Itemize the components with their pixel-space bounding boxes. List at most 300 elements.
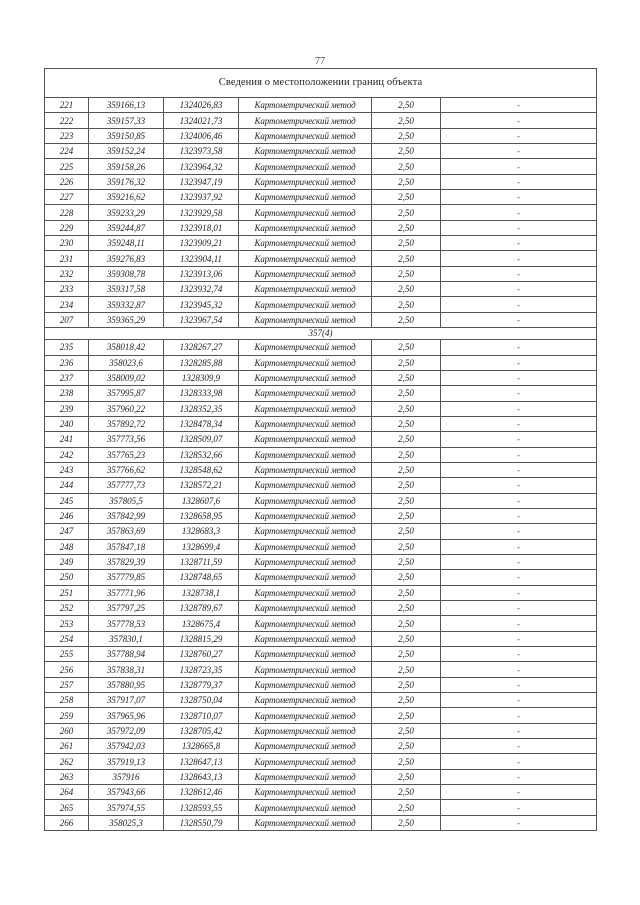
table-row xyxy=(45,539,597,554)
note-cell: - xyxy=(441,815,597,830)
table-row xyxy=(45,297,597,312)
x-coordinate-cell: 357797,25 xyxy=(89,601,164,616)
note-cell: - xyxy=(441,266,597,281)
accuracy-cell: 2,50 xyxy=(372,386,441,401)
note-cell: - xyxy=(441,785,597,800)
method-cell: Картометрический метод xyxy=(239,539,372,554)
table-row xyxy=(45,662,597,677)
y-coordinate-cell: 1328550,79 xyxy=(164,815,239,830)
point-number-cell: 240 xyxy=(45,416,89,431)
point-number-cell: 261 xyxy=(45,739,89,754)
y-coordinate-cell: 1328748,65 xyxy=(164,570,239,585)
point-number-cell: 251 xyxy=(45,585,89,600)
method-cell: Картометрический метод xyxy=(239,386,372,401)
accuracy-cell: 2,50 xyxy=(372,340,441,355)
y-coordinate-cell: 1328711,59 xyxy=(164,554,239,569)
x-coordinate-cell: 357972,09 xyxy=(89,723,164,738)
point-number-cell: 265 xyxy=(45,800,89,815)
point-number-cell: 245 xyxy=(45,493,89,508)
y-coordinate-cell: 1323929,58 xyxy=(164,205,239,220)
y-coordinate-cell: 1328647,13 xyxy=(164,754,239,769)
y-coordinate-cell: 1328643,13 xyxy=(164,769,239,784)
y-coordinate-cell: 1328750,04 xyxy=(164,693,239,708)
method-cell: Картометрический метод xyxy=(239,98,372,113)
y-coordinate-cell: 1328789,67 xyxy=(164,601,239,616)
y-coordinate-cell: 1328683,3 xyxy=(164,524,239,539)
x-coordinate-cell: 357960,22 xyxy=(89,401,164,416)
point-number-cell: 252 xyxy=(45,601,89,616)
x-coordinate-cell: 357943,66 xyxy=(89,785,164,800)
note-cell: - xyxy=(441,739,597,754)
note-cell: - xyxy=(441,478,597,493)
table-row xyxy=(45,205,597,220)
method-cell: Картометрический метод xyxy=(239,190,372,205)
x-coordinate-cell: 358018,42 xyxy=(89,340,164,355)
y-coordinate-cell: 1328779,37 xyxy=(164,677,239,692)
note-cell: - xyxy=(441,693,597,708)
note-cell: - xyxy=(441,205,597,220)
method-cell: Картометрический метод xyxy=(239,601,372,616)
table-row xyxy=(45,416,597,431)
x-coordinate-cell: 357892,72 xyxy=(89,416,164,431)
y-coordinate-cell: 1328675,4 xyxy=(164,616,239,631)
accuracy-cell: 2,50 xyxy=(372,220,441,235)
table-row xyxy=(45,401,597,416)
method-cell: Картометрический метод xyxy=(239,174,372,189)
note-cell: - xyxy=(441,539,597,554)
y-coordinate-cell: 1328593,55 xyxy=(164,800,239,815)
accuracy-cell: 2,50 xyxy=(372,493,441,508)
point-number-cell: 254 xyxy=(45,631,89,646)
note-cell: - xyxy=(441,493,597,508)
table-row xyxy=(45,113,597,128)
x-coordinate-cell: 357805,5 xyxy=(89,493,164,508)
accuracy-cell: 2,50 xyxy=(372,647,441,662)
accuracy-cell: 2,50 xyxy=(372,113,441,128)
accuracy-cell: 2,50 xyxy=(372,401,441,416)
table-row xyxy=(45,174,597,189)
method-cell: Картометрический метод xyxy=(239,478,372,493)
table-row xyxy=(45,386,597,401)
method-cell: Картометрический метод xyxy=(239,800,372,815)
point-number-cell: 235 xyxy=(45,340,89,355)
accuracy-cell: 2,50 xyxy=(372,266,441,281)
table-title-row xyxy=(45,69,597,98)
method-cell: Картометрический метод xyxy=(239,815,372,830)
point-number-cell: 224 xyxy=(45,144,89,159)
x-coordinate-cell: 357919,13 xyxy=(89,754,164,769)
accuracy-cell: 2,50 xyxy=(372,708,441,723)
method-cell: Картометрический метод xyxy=(239,662,372,677)
accuracy-cell: 2,50 xyxy=(372,159,441,174)
y-coordinate-cell: 1323909,21 xyxy=(164,236,239,251)
note-cell: - xyxy=(441,220,597,235)
boundary-coordinates-table xyxy=(44,68,597,831)
table-row xyxy=(45,282,597,297)
note-cell: - xyxy=(441,190,597,205)
note-cell: - xyxy=(441,769,597,784)
accuracy-cell: 2,50 xyxy=(372,800,441,815)
x-coordinate-cell: 357842,99 xyxy=(89,508,164,523)
method-cell: Картометрический метод xyxy=(239,282,372,297)
note-cell: - xyxy=(441,416,597,431)
point-number-cell: 266 xyxy=(45,815,89,830)
table-row xyxy=(45,236,597,251)
point-number-cell: 247 xyxy=(45,524,89,539)
table-section xyxy=(45,328,597,340)
accuracy-cell: 2,50 xyxy=(372,297,441,312)
coordinates-sheet xyxy=(44,68,596,831)
accuracy-cell: 2,50 xyxy=(372,785,441,800)
x-coordinate-cell: 357766,62 xyxy=(89,462,164,477)
x-coordinate-cell: 358023,6 xyxy=(89,355,164,370)
y-coordinate-cell: 1323913,06 xyxy=(164,266,239,281)
note-cell: - xyxy=(441,585,597,600)
note-cell: - xyxy=(441,708,597,723)
x-coordinate-cell: 357916 xyxy=(89,769,164,784)
y-coordinate-cell: 1323937,92 xyxy=(164,190,239,205)
point-number-cell: 226 xyxy=(45,174,89,189)
accuracy-cell: 2,50 xyxy=(372,416,441,431)
method-cell: Картометрический метод xyxy=(239,251,372,266)
point-number-cell: 229 xyxy=(45,220,89,235)
point-number-cell: 238 xyxy=(45,386,89,401)
method-cell: Картометрический метод xyxy=(239,205,372,220)
y-coordinate-cell: 1323967,54 xyxy=(164,312,239,327)
point-number-cell: 236 xyxy=(45,355,89,370)
point-number-cell: 260 xyxy=(45,723,89,738)
point-number-cell: 225 xyxy=(45,159,89,174)
x-coordinate-cell: 357777,73 xyxy=(89,478,164,493)
table-row xyxy=(45,800,597,815)
note-cell: - xyxy=(441,401,597,416)
note-cell: - xyxy=(441,524,597,539)
note-cell: - xyxy=(441,297,597,312)
accuracy-cell: 2,50 xyxy=(372,478,441,493)
accuracy-cell: 2,50 xyxy=(372,539,441,554)
accuracy-cell: 2,50 xyxy=(372,754,441,769)
table-row xyxy=(45,754,597,769)
point-number-cell: 227 xyxy=(45,190,89,205)
method-cell: Картометрический метод xyxy=(239,769,372,784)
x-coordinate-cell: 358009,02 xyxy=(89,370,164,385)
accuracy-cell: 2,50 xyxy=(372,815,441,830)
note-cell: - xyxy=(441,447,597,462)
table-row xyxy=(45,190,597,205)
note-cell: - xyxy=(441,508,597,523)
accuracy-cell: 2,50 xyxy=(372,205,441,220)
accuracy-cell: 2,50 xyxy=(372,174,441,189)
accuracy-cell: 2,50 xyxy=(372,98,441,113)
y-coordinate-cell: 1324006,46 xyxy=(164,128,239,143)
y-coordinate-cell: 1328285,88 xyxy=(164,355,239,370)
page-number: 77 xyxy=(315,56,325,67)
x-coordinate-cell: 357942,03 xyxy=(89,739,164,754)
x-coordinate-cell: 359332,87 xyxy=(89,297,164,312)
table-row xyxy=(45,616,597,631)
x-coordinate-cell: 359276,83 xyxy=(89,251,164,266)
table-row xyxy=(45,478,597,493)
x-coordinate-cell: 357965,96 xyxy=(89,708,164,723)
table-row xyxy=(45,739,597,754)
accuracy-cell: 2,50 xyxy=(372,662,441,677)
accuracy-cell: 2,50 xyxy=(372,723,441,738)
x-coordinate-cell: 357847,18 xyxy=(89,539,164,554)
x-coordinate-cell: 357778,53 xyxy=(89,616,164,631)
y-coordinate-cell: 1328658,95 xyxy=(164,508,239,523)
note-cell: - xyxy=(441,800,597,815)
y-coordinate-cell: 1328815,29 xyxy=(164,631,239,646)
note-cell: - xyxy=(441,647,597,662)
y-coordinate-cell: 1328309,9 xyxy=(164,370,239,385)
accuracy-cell: 2,50 xyxy=(372,508,441,523)
table-body-part-a xyxy=(45,69,597,328)
table-row xyxy=(45,340,597,355)
note-cell: - xyxy=(441,282,597,297)
y-coordinate-cell: 1328509,07 xyxy=(164,432,239,447)
x-coordinate-cell: 357880,95 xyxy=(89,677,164,692)
method-cell: Картометрический метод xyxy=(239,785,372,800)
note-cell: - xyxy=(441,462,597,477)
point-number-cell: 246 xyxy=(45,508,89,523)
method-cell: Картометрический метод xyxy=(239,297,372,312)
method-cell: Картометрический метод xyxy=(239,570,372,585)
note-cell: - xyxy=(441,432,597,447)
method-cell: Картометрический метод xyxy=(239,677,372,692)
table-title: Сведения о местоположении границ объекта xyxy=(45,69,597,98)
y-coordinate-cell: 1323932,74 xyxy=(164,282,239,297)
point-number-cell: 231 xyxy=(45,251,89,266)
method-cell: Картометрический метод xyxy=(239,631,372,646)
method-cell: Картометрический метод xyxy=(239,340,372,355)
accuracy-cell: 2,50 xyxy=(372,677,441,692)
note-cell: - xyxy=(441,601,597,616)
accuracy-cell: 2,50 xyxy=(372,355,441,370)
x-coordinate-cell: 357830,1 xyxy=(89,631,164,646)
table-row xyxy=(45,677,597,692)
y-coordinate-cell: 1323964,32 xyxy=(164,159,239,174)
table-row xyxy=(45,462,597,477)
method-cell: Картометрический метод xyxy=(239,355,372,370)
y-coordinate-cell: 1328352,35 xyxy=(164,401,239,416)
x-coordinate-cell: 357771,96 xyxy=(89,585,164,600)
point-number-cell: 241 xyxy=(45,432,89,447)
point-number-cell: 257 xyxy=(45,677,89,692)
method-cell: Картометрический метод xyxy=(239,493,372,508)
x-coordinate-cell: 359152,24 xyxy=(89,144,164,159)
accuracy-cell: 2,50 xyxy=(372,447,441,462)
table-row xyxy=(45,312,597,327)
point-number-cell: 242 xyxy=(45,447,89,462)
y-coordinate-cell: 1328478,34 xyxy=(164,416,239,431)
note-cell: - xyxy=(441,174,597,189)
point-number-cell: 237 xyxy=(45,370,89,385)
accuracy-cell: 2,50 xyxy=(372,128,441,143)
table-row xyxy=(45,128,597,143)
method-cell: Картометрический метод xyxy=(239,508,372,523)
point-number-cell: 249 xyxy=(45,554,89,569)
method-cell: Картометрический метод xyxy=(239,113,372,128)
y-coordinate-cell: 1323947,19 xyxy=(164,174,239,189)
table-row xyxy=(45,693,597,708)
accuracy-cell: 2,50 xyxy=(372,462,441,477)
note-cell: - xyxy=(441,386,597,401)
y-coordinate-cell: 1328760,27 xyxy=(164,647,239,662)
table-row xyxy=(45,370,597,385)
y-coordinate-cell: 1328612,46 xyxy=(164,785,239,800)
table-row xyxy=(45,785,597,800)
method-cell: Картометрический метод xyxy=(239,312,372,327)
point-number-cell: 222 xyxy=(45,113,89,128)
point-number-cell: 262 xyxy=(45,754,89,769)
note-cell: - xyxy=(441,98,597,113)
method-cell: Картометрический метод xyxy=(239,236,372,251)
accuracy-cell: 2,50 xyxy=(372,585,441,600)
note-cell: - xyxy=(441,236,597,251)
note-cell: - xyxy=(441,754,597,769)
x-coordinate-cell: 357829,39 xyxy=(89,554,164,569)
table-row xyxy=(45,98,597,113)
point-number-cell: 232 xyxy=(45,266,89,281)
point-number-cell: 230 xyxy=(45,236,89,251)
note-cell: - xyxy=(441,251,597,266)
accuracy-cell: 2,50 xyxy=(372,524,441,539)
table-row xyxy=(45,631,597,646)
accuracy-cell: 2,50 xyxy=(372,236,441,251)
note-cell: - xyxy=(441,677,597,692)
table-row xyxy=(45,220,597,235)
point-number-cell: 258 xyxy=(45,693,89,708)
note-cell: - xyxy=(441,128,597,143)
y-coordinate-cell: 1328723,35 xyxy=(164,662,239,677)
y-coordinate-cell: 1328738,1 xyxy=(164,585,239,600)
point-number-cell: 256 xyxy=(45,662,89,677)
point-number-cell: 239 xyxy=(45,401,89,416)
accuracy-cell: 2,50 xyxy=(372,769,441,784)
table-row xyxy=(45,815,597,830)
method-cell: Картометрический метод xyxy=(239,447,372,462)
accuracy-cell: 2,50 xyxy=(372,570,441,585)
table-row xyxy=(45,647,597,662)
accuracy-cell: 2,50 xyxy=(372,739,441,754)
point-number-cell: 221 xyxy=(45,98,89,113)
method-cell: Картометрический метод xyxy=(239,401,372,416)
accuracy-cell: 2,50 xyxy=(372,554,441,569)
table-row xyxy=(45,432,597,447)
note-cell: - xyxy=(441,159,597,174)
x-coordinate-cell: 359166,13 xyxy=(89,98,164,113)
method-cell: Картометрический метод xyxy=(239,462,372,477)
x-coordinate-cell: 357773,56 xyxy=(89,432,164,447)
accuracy-cell: 2,50 xyxy=(372,144,441,159)
x-coordinate-cell: 358025,3 xyxy=(89,815,164,830)
section-label: 357(4) xyxy=(45,328,597,340)
point-number-cell: 263 xyxy=(45,769,89,784)
x-coordinate-cell: 359308,78 xyxy=(89,266,164,281)
note-cell: - xyxy=(441,370,597,385)
method-cell: Картометрический метод xyxy=(239,723,372,738)
x-coordinate-cell: 357917,07 xyxy=(89,693,164,708)
y-coordinate-cell: 1328532,66 xyxy=(164,447,239,462)
x-coordinate-cell: 357974,55 xyxy=(89,800,164,815)
table-row xyxy=(45,508,597,523)
point-number-cell: 233 xyxy=(45,282,89,297)
point-number-cell: 243 xyxy=(45,462,89,477)
x-coordinate-cell: 357863,69 xyxy=(89,524,164,539)
x-coordinate-cell: 359216,62 xyxy=(89,190,164,205)
point-number-cell: 223 xyxy=(45,128,89,143)
method-cell: Картометрический метод xyxy=(239,266,372,281)
accuracy-cell: 2,50 xyxy=(372,693,441,708)
point-number-cell: 259 xyxy=(45,708,89,723)
x-coordinate-cell: 359233,29 xyxy=(89,205,164,220)
table-row xyxy=(45,723,597,738)
note-cell: - xyxy=(441,570,597,585)
x-coordinate-cell: 359150,85 xyxy=(89,128,164,143)
accuracy-cell: 2,50 xyxy=(372,251,441,266)
y-coordinate-cell: 1323904,11 xyxy=(164,251,239,266)
accuracy-cell: 2,50 xyxy=(372,370,441,385)
x-coordinate-cell: 357995,87 xyxy=(89,386,164,401)
note-cell: - xyxy=(441,113,597,128)
method-cell: Картометрический метод xyxy=(239,708,372,723)
y-coordinate-cell: 1328699,4 xyxy=(164,539,239,554)
y-coordinate-cell: 1328572,21 xyxy=(164,478,239,493)
note-cell: - xyxy=(441,355,597,370)
point-number-cell: 244 xyxy=(45,478,89,493)
note-cell: - xyxy=(441,631,597,646)
section-header-row xyxy=(45,328,597,340)
y-coordinate-cell: 1328267,27 xyxy=(164,340,239,355)
point-number-cell: 253 xyxy=(45,616,89,631)
x-coordinate-cell: 359248,11 xyxy=(89,236,164,251)
y-coordinate-cell: 1328548,62 xyxy=(164,462,239,477)
table-row xyxy=(45,554,597,569)
table-row xyxy=(45,769,597,784)
x-coordinate-cell: 359176,32 xyxy=(89,174,164,189)
method-cell: Картометрический метод xyxy=(239,554,372,569)
accuracy-cell: 2,50 xyxy=(372,601,441,616)
table-body-part-b xyxy=(45,340,597,831)
x-coordinate-cell: 359317,58 xyxy=(89,282,164,297)
table-row xyxy=(45,266,597,281)
y-coordinate-cell: 1324021,73 xyxy=(164,113,239,128)
table-row xyxy=(45,159,597,174)
table-row xyxy=(45,524,597,539)
note-cell: - xyxy=(441,144,597,159)
accuracy-cell: 2,50 xyxy=(372,282,441,297)
y-coordinate-cell: 1323918,01 xyxy=(164,220,239,235)
table-row xyxy=(45,144,597,159)
point-number-cell: 250 xyxy=(45,570,89,585)
accuracy-cell: 2,50 xyxy=(372,631,441,646)
accuracy-cell: 2,50 xyxy=(372,190,441,205)
table-row xyxy=(45,601,597,616)
note-cell: - xyxy=(441,340,597,355)
x-coordinate-cell: 359365,29 xyxy=(89,312,164,327)
method-cell: Картометрический метод xyxy=(239,616,372,631)
x-coordinate-cell: 359157,33 xyxy=(89,113,164,128)
method-cell: Картометрический метод xyxy=(239,220,372,235)
accuracy-cell: 2,50 xyxy=(372,432,441,447)
method-cell: Картометрический метод xyxy=(239,128,372,143)
accuracy-cell: 2,50 xyxy=(372,616,441,631)
point-number-cell: 255 xyxy=(45,647,89,662)
method-cell: Картометрический метод xyxy=(239,739,372,754)
x-coordinate-cell: 359244,87 xyxy=(89,220,164,235)
accuracy-cell: 2,50 xyxy=(372,312,441,327)
method-cell: Картометрический метод xyxy=(239,524,372,539)
